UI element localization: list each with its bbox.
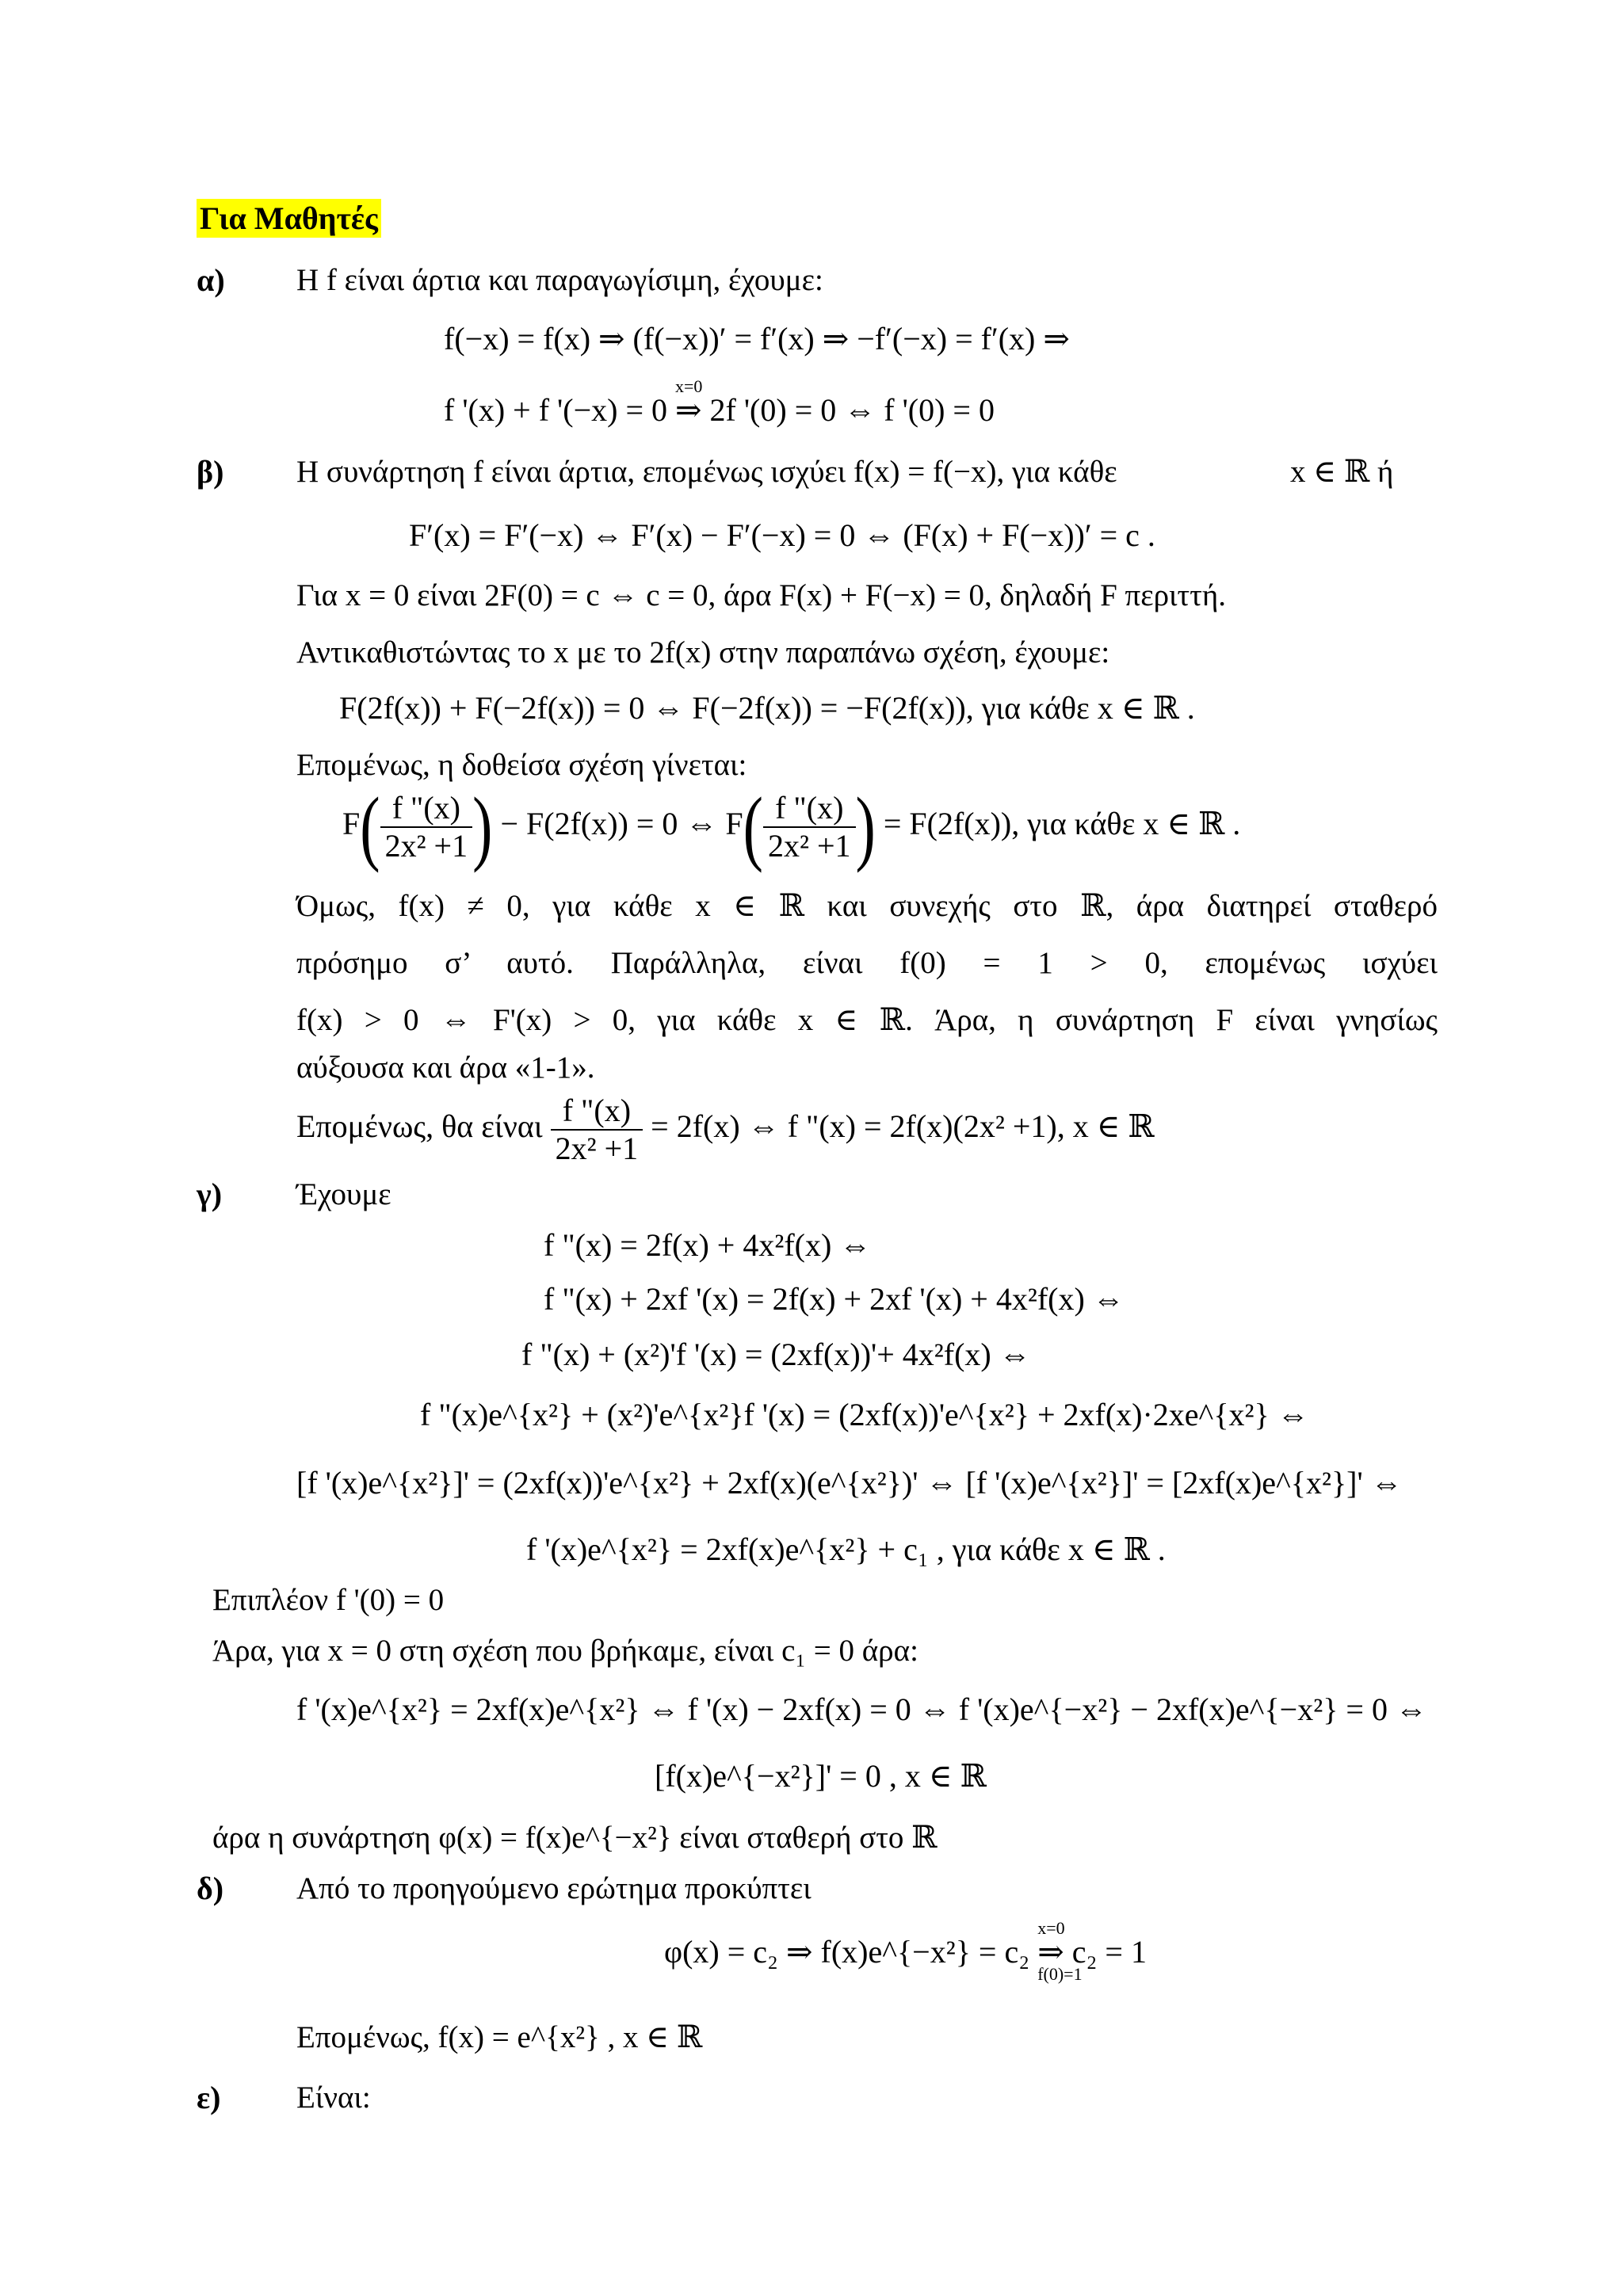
g-eq8: [f(x)e^{−x²}]' = 0 , x ∈ ℝ <box>655 1758 987 1794</box>
g-eq5: [f '(x)e^{x²}]' = (2xf(x))'e^{x²} + 2xf(x)(e^{x²})' ⇔ [f '(x)e^{x²}]' = [2xf(x)e^{x²}]' ⇔ <box>296 1465 1403 1501</box>
a-eq2-implication <box>675 376 703 429</box>
b-line2: Για x = 0 είναι 2F(0) = c ⇔ c = 0, άρα F(x) + F(−x) = 0, δηλαδή F περιττή. <box>296 578 1227 612</box>
a-eq1: f(−x) = f(x) ⇒ (f(−x))′ = f′(x) ⇒ −f′(−x) = f′(x) ⇒ <box>444 321 1070 357</box>
b-eq2: F(2f(x)) + F(−2f(x)) = 0 ⇔ F(−2f(x)) = −F(2f(x)), για κάθε x ∈ ℝ . <box>339 690 1195 726</box>
b-text1: Η συνάρτηση f είναι άρτια, επομένως ισχύει f(x) = f(−x), για κάθε <box>296 455 1117 489</box>
section-title <box>197 200 381 238</box>
d-eq-cond-bottom: f(0)=1 <box>1037 1964 1083 1984</box>
label-d: δ) <box>197 1871 224 1906</box>
b-eq3-fraction2 <box>763 790 856 864</box>
fraction-denominator: 2x² +1 <box>384 827 468 864</box>
a-eq2-left: f '(x) + f '(−x) = 0 <box>444 392 668 428</box>
b-para1: Όμως, f(x) ≠ 0, για κάθε x ∈ ℝ και συνεχής στο ℝ, άρα διατηρεί σταθερό <box>296 889 1438 923</box>
implies-arrow: ⇒ <box>1037 1934 1064 1970</box>
b-eq3-paren2-open: ( <box>743 780 763 874</box>
b-para2: πρόσημο σ’ αυτό. Παράλληλα, είναι f(0) = 1 > 0, επομένως ισχύει <box>296 946 1438 980</box>
fraction3-denominator: 2x² +1 <box>555 1130 639 1166</box>
b-para4: αύξουσα και άρα «1-1». <box>296 1051 595 1085</box>
d-eq-right: c₂ = 1 <box>1071 1934 1147 1970</box>
b-para3: f(x) > 0 ⇔ F'(x) > 0, για κάθε x ∈ ℝ. Άρα, η συνάρτηση F είναι γνησίως <box>296 1003 1438 1037</box>
b-eq3-paren-close: ) <box>472 780 493 874</box>
d-eq-left: φ(x) = c₂ ⇒ f(x)e^{−x²} = c₂ <box>664 1934 1030 1970</box>
g-eq6: f '(x)e^{x²} = 2xf(x)e^{x²} + c₁ , για κάθε x ∈ ℝ . <box>526 1531 1166 1567</box>
label-e: ε) <box>197 2080 221 2115</box>
fraction3-numerator: f "(x) <box>551 1093 643 1131</box>
label-b: β) <box>197 454 224 490</box>
b-eq3 <box>342 780 1241 874</box>
b-line3: Αντικαθιστώντας το x με το 2f(x) στην παραπάνω σχέση, έχουμε: <box>296 635 1110 669</box>
title-highlight: Για Μαθητές <box>197 199 381 238</box>
fraction2-numerator: f "(x) <box>763 790 856 828</box>
a-text: Η f είναι άρτια και παραγωγίσιμη, έχουμε: <box>296 263 823 297</box>
g-line2: Άρα, για x = 0 στη σχέση που βρήκαμε, είναι c₁ = 0 άρα: <box>212 1634 918 1668</box>
b-eq3-fraction <box>380 790 473 864</box>
d-eq-implication <box>1037 1918 1083 1984</box>
g-line1: Επιπλέον f '(0) = 0 <box>212 1583 445 1617</box>
g-text: Έχουμε <box>296 1177 391 1211</box>
b-eq3-end: = F(2f(x)), για κάθε x ∈ ℝ . <box>883 806 1241 841</box>
d-eq <box>664 1918 1147 1984</box>
a-eq2-right: 2f '(0) = 0 ⇔ f '(0) = 0 <box>709 392 995 428</box>
g-eq4: f "(x)e^{x²} + (x²)'e^{x²}f '(x) = (2xf(x))'e^{x²} + 2xf(x)·2xe^{x²} ⇔ <box>420 1397 1309 1432</box>
e-text: Είναι: <box>296 2081 371 2115</box>
g-eq3: f "(x) + (x²)'f '(x) = (2xf(x))'+ 4x²f(x) ⇔ <box>521 1337 1031 1372</box>
b-eq1: F′(x) = F′(−x) ⇔ F′(x) − F′(−x) = 0 ⇔ (F(x) + F(−x))′ = c . <box>409 517 1155 553</box>
g-eq2: f "(x) + 2xf '(x) = 2f(x) + 2xf '(x) + 4x²f(x) ⇔ <box>544 1281 1125 1317</box>
d-line: Επομένως, f(x) = e^{x²} , x ∈ ℝ <box>296 2020 703 2054</box>
b-line5-start: Επομένως, θα είναι <box>296 1108 543 1144</box>
b-text1-end: x ∈ ℝ ή <box>1290 455 1394 489</box>
label-g: γ) <box>197 1177 223 1212</box>
g-eq7: f '(x)e^{x²} = 2xf(x)e^{x²} ⇔ f '(x) − 2xf(x) = 0 ⇔ f '(x)e^{−x²} − 2xf(x)e^{−x²} = 0 ⇔ <box>296 1691 1427 1727</box>
fraction-numerator: f "(x) <box>380 790 473 828</box>
b-line5 <box>296 1087 1155 1167</box>
fraction2-denominator: 2x² +1 <box>767 827 851 864</box>
g-line3: άρα η συνάρτηση φ(x) = f(x)e^{−x²} είναι σταθερή στο ℝ <box>212 1821 938 1855</box>
a-eq2-condition: x=0 <box>675 376 703 396</box>
b-line5-end: = 2f(x) ⇔ f "(x) = 2f(x)(2x² +1), x ∈ ℝ <box>651 1108 1155 1144</box>
b-eq3-f: F <box>342 806 361 841</box>
g-eq1: f "(x) = 2f(x) + 4x²f(x) ⇔ <box>544 1227 872 1263</box>
d-text: Από το προηγούμενο ερώτημα προκύπτει <box>296 1871 812 1905</box>
b-line4: Επομένως, η δοθείσα σχέση γίνεται: <box>296 748 747 782</box>
a-eq2 <box>444 376 995 429</box>
b-line5-fraction <box>551 1093 643 1167</box>
implies-arrow: ⇒ <box>675 392 702 428</box>
b-eq3-mid: − F(2f(x)) = 0 ⇔ F <box>500 806 743 841</box>
d-eq-cond-top: x=0 <box>1037 1918 1065 1938</box>
label-a: α) <box>197 262 225 298</box>
b-eq3-paren2-close: ) <box>855 780 876 874</box>
b-eq3-paren-open: ( <box>360 780 380 874</box>
